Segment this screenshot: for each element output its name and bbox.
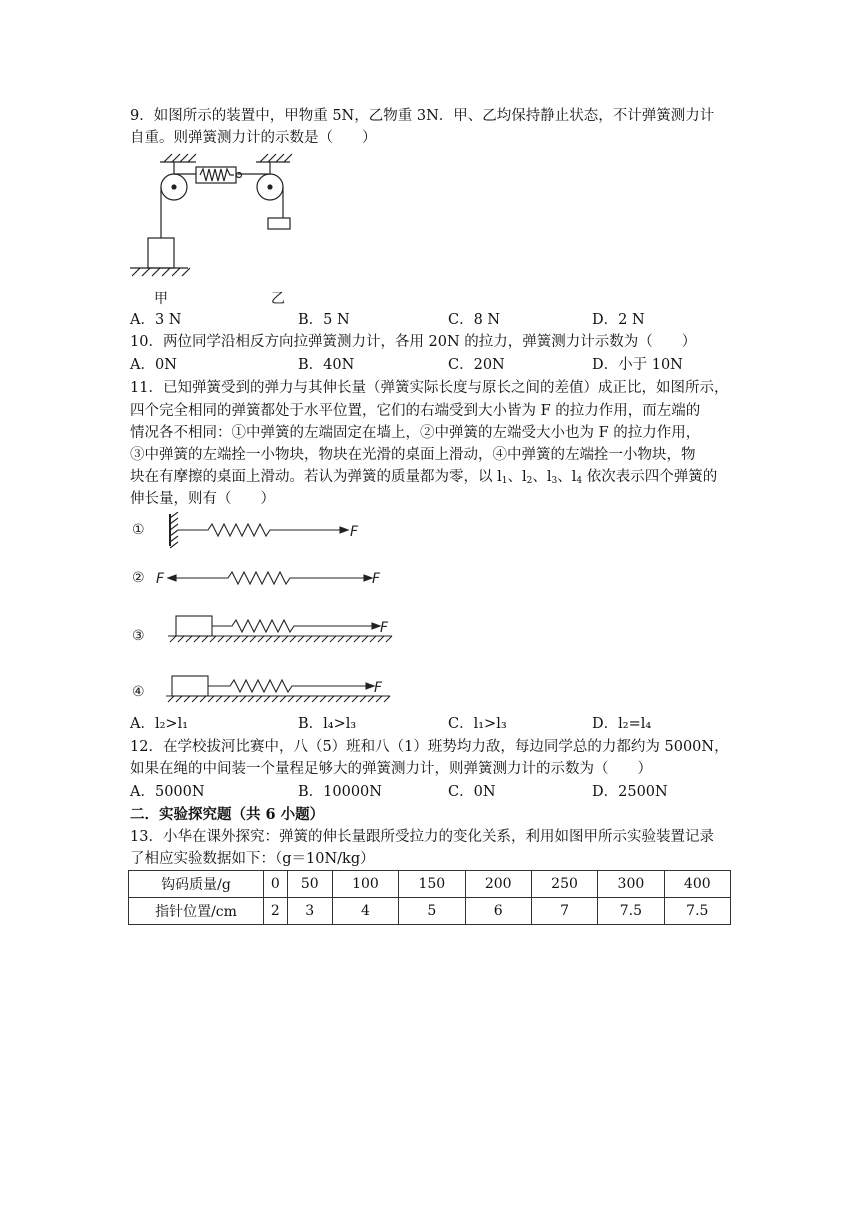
table-cell: 300 — [598, 871, 664, 898]
q11-line-5: 块在有摩擦的桌面上滑动。若认为弹簧的质量都为零，以 $l_1$、$l_2$、$l_3$、$l_4$ 依次表示四个弹簧的 — [130, 469, 718, 486]
q13-line-2: 了相应实验数据如下：（g＝10N/kg） — [130, 851, 375, 867]
q11-line-5-end: 依次表示四个弹簧的 — [586, 469, 718, 485]
table-cell: 7.5 — [664, 898, 730, 925]
q11-option-a[interactable]: A．l₂>l₁ — [130, 716, 189, 732]
q11-force-label-2-left: F — [156, 571, 165, 587]
table-cell: 7.5 — [598, 898, 664, 925]
q9-label-yi: 乙 — [271, 291, 285, 307]
q12-option-b[interactable]: B．10000N — [298, 784, 382, 800]
q11-options — [130, 713, 730, 735]
q11-spring-figures — [128, 512, 398, 712]
q12-line-2: 如果在绳的中间装一个量程足够大的弹簧测力计，则弹簧测力计的示数为（ ） — [130, 761, 652, 777]
table-cell: 200 — [465, 871, 531, 898]
q11-force-label-2-right: F — [372, 571, 381, 587]
q11-line-3: 情况各不相同：①中弹簧的左端固定在墙上，②中弹簧的左端受大小也为 F 的拉力作用， — [130, 425, 701, 441]
q11-force-label-3: F — [380, 620, 389, 636]
q11-line-5-start: 块在有摩擦的桌面上滑动。若认为弹簧的质量都为零，以 l — [130, 469, 502, 485]
table-cell: 150 — [399, 871, 465, 898]
table-cell: 4 — [332, 898, 398, 925]
table-row-header: 指针位置/cm — [129, 898, 264, 925]
q11-line-2: 四个完全相同的弹簧都处于水平位置，它们的右端受到大小皆为 F 的拉力作用，而左端的 — [130, 403, 701, 419]
q9-option-a[interactable]: A．3 N — [130, 312, 182, 328]
q11-line-6: 伸长量，则有（ ） — [130, 491, 275, 507]
table-row — [129, 898, 731, 925]
table-cell: 0 — [264, 871, 288, 898]
q11-option-c[interactable]: C．l₁>l₃ — [448, 716, 507, 732]
q9-label-jia: 甲 — [154, 291, 168, 307]
q11-fig-label-3: ③ — [132, 628, 145, 644]
table-row-header: 钩码质量/g — [129, 871, 264, 898]
q9-options — [130, 309, 730, 331]
q12-option-a[interactable]: A．5000N — [130, 784, 205, 800]
q10-options — [130, 354, 730, 376]
q13-line-1: 13．小华在课外探究：弹簧的伸长量跟所受拉力的变化关系，利用如图甲所示实验装置记录 — [130, 829, 714, 845]
q9-option-b[interactable]: B．5 N — [298, 312, 350, 328]
q11-fig-label-1: ① — [132, 522, 145, 538]
q11-force-label-1: F — [350, 524, 359, 540]
q9-pulley-figure — [128, 150, 298, 310]
q10-option-c[interactable]: C．20N — [448, 357, 505, 373]
q11-line-4: ③中弹簧的左端拴一小物块，物块在光滑的桌面上滑动，④中弹簧的左端拴一小物块，物 — [130, 447, 696, 463]
table-cell: 3 — [287, 898, 332, 925]
q12-option-c[interactable]: C．0N — [448, 784, 496, 800]
table-cell: 7 — [531, 898, 597, 925]
q10-option-d[interactable]: D．小于 10N — [592, 357, 683, 373]
q11-line-1: 11．已知弹簧受到的弹力与其伸长量（弹簧实际长度与原长之间的差值）成正比，如图所示， — [130, 380, 729, 396]
q11-force-label-4: F — [374, 680, 383, 696]
q11-option-d[interactable]: D．l₂=l₄ — [592, 716, 652, 732]
table-cell: 5 — [399, 898, 465, 925]
q12-option-d[interactable]: D．2500N — [592, 784, 668, 800]
table-cell: 50 — [287, 871, 332, 898]
q9-line-1: 9．如图所示的装置中，甲物重 5N，乙物重 3N．甲、乙均保持静止状态，不计弹簧测力计 — [130, 108, 715, 124]
table-cell: 2 — [264, 898, 288, 925]
q13-data-table — [128, 870, 731, 925]
q10-option-a[interactable]: A．0N — [130, 357, 177, 373]
q12-options — [130, 781, 730, 803]
table-cell: 100 — [332, 871, 398, 898]
q9-option-c[interactable]: C．8 N — [448, 312, 501, 328]
section-2-title: 二．实验探究题（共 6 小题） — [130, 806, 325, 823]
q12-line-1: 12．在学校拔河比赛中，八（5）班和八（1）班势均力敌，每边同学总的力都约为 5000N， — [130, 739, 729, 755]
table-row — [129, 871, 731, 898]
q9-line-2: 自重。则弹簧测力计的示数是（ ） — [130, 130, 377, 146]
table-cell: 6 — [465, 898, 531, 925]
q10-line-1: 10．两位同学沿相反方向拉弹簧测力计，各用 20N 的拉力，弹簧测力计示数为（ ） — [130, 334, 697, 350]
q9-option-d[interactable]: D．2 N — [592, 312, 645, 328]
table-cell: 250 — [531, 871, 597, 898]
q10-option-b[interactable]: B．40N — [298, 357, 355, 373]
table-cell: 400 — [664, 871, 730, 898]
q11-fig-label-4: ④ — [132, 684, 145, 700]
q11-option-b[interactable]: B．l₄>l₃ — [298, 716, 357, 732]
q11-fig-label-2: ② — [132, 570, 145, 586]
